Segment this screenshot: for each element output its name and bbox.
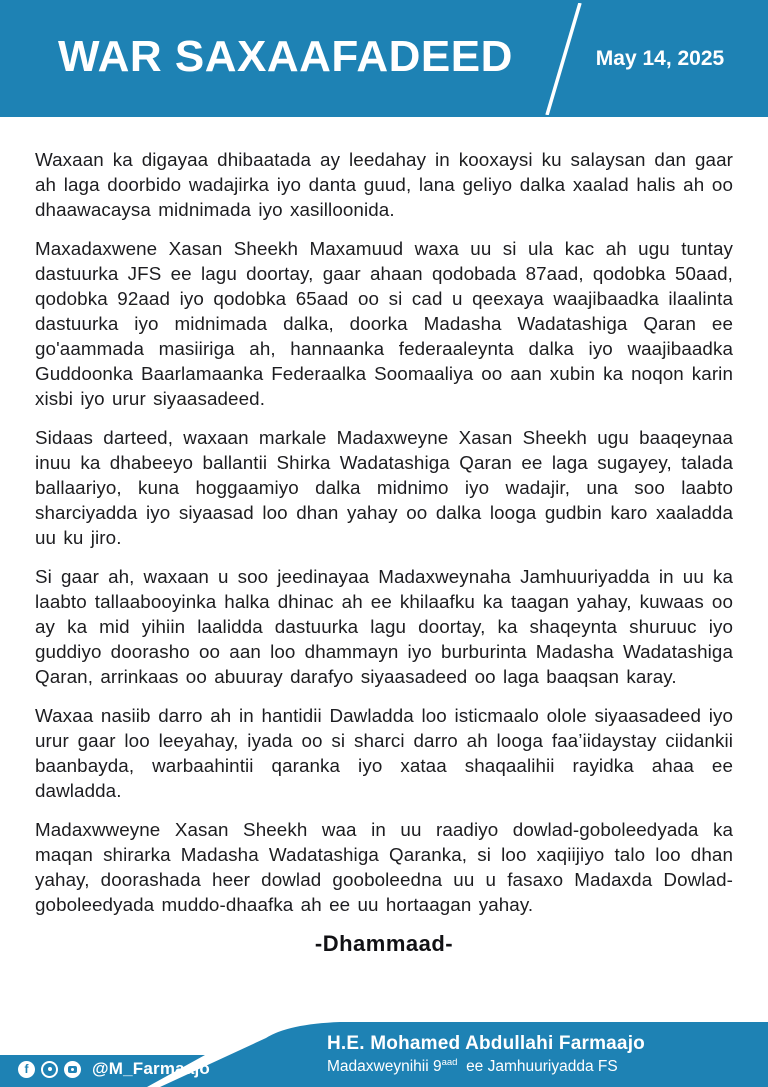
author-title [327, 1058, 645, 1076]
footer-banner [0, 1022, 768, 1087]
social-links [18, 1059, 210, 1079]
press-paragraph: Si gaar ah, waxaan u soo jeedinayaa Madaxweynaha Jamhuuriyadda in uu ka laabto tallaabooyinka halka dhinac ah ee khilaafku ka taagan yahay, kuwaas oo ay ka mid yihiin laalidda dastuurka lagu doortay, ka shaqeynta shuruuc iyo guddiyo doorasho oo aan loo dhammayn iyo burburinta Madasha Wadatashiga Qaran, arrinkaas oo abuuray darafyo siyaasadeed oo laga baaqsan karay. [35, 566, 733, 687]
facebook-icon[interactable]: f [18, 1061, 35, 1078]
author-title-ordinal: aad [441, 1056, 458, 1068]
social-handle[interactable]: @M_Farmaajo [92, 1059, 210, 1078]
press-release-body [0, 117, 768, 957]
page-title: WAR SAXAAFADEED [58, 31, 513, 81]
press-paragraph: Sidaas darteed, waxaan markale Madaxweyne Xasan Sheekh ugu baaqeynaa inuu ka dhabeeyo ballantii Shirka Wadatashiga Qaran ee laga sugayey, talada ballaariyo, kuna hoggaamiyo dalka midnimo iyo wadajir, una soo laabto sharciyadda iyo siyaasad loo dhan yahay oo dalka looga gudbin karo xaaladda uu ku jiro. [35, 427, 733, 548]
end-mark: -Dhammaad- [314, 931, 454, 956]
press-paragraph: Maxadaxwene Xasan Sheekh Maxamuud waxa uu si ula kac ah ugu tuntay dastuurka JFS ee lagu doortay, gaar ahaan qodobada 87aad, qodobka 50aad, qodobka 92aad iyo qodobka 65aad oo si cad u qeexaya waajibaadka ilaalinta dastuurka iyo midnimada dalka, doorka Madasha Wadatashiga Qaran ee go'aammada masiiriga ah, hannaanka federaaleynta dalka iyo waajibaadka Guddoonka Baarlamaanka Federaalka Soomaaliya oo aan xubin ka noqon karin xisbi iyo urur siyaasadeed. [35, 238, 733, 409]
author-title-suffix: ee Jamhuuriyadda FS [457, 1058, 618, 1075]
press-paragraph: Waxaan ka digayaa dhibaatada ay leedahay in kooxaysi ku salaysan dan gaar ah laga doorbido wadajirka iyo danta guud, lana geliyo dalka xaalad halis ah oo dhaawacaysa midnimada iyo xasilloonida. [35, 149, 733, 220]
author-title-prefix: Madaxweynihii 9 [327, 1058, 442, 1075]
press-paragraph: Madaxwweyne Xasan Sheekh waa in uu raadiyo dowlad-goboleedyada ka maqan shirarka Madasha Wadatashiga Qaranka, si loo xaqiijiyo talo loo dhan yahay, doorashada heer dowlad gooboleedna uu u fasaxo Madaxda Dowlad-goboleedyada muddo-dhaafka ah ee uu hortaagan yahay. [35, 819, 733, 915]
author-name: H.E. Mohamed Abdullahi Farmaajo [327, 1033, 645, 1054]
camera-icon[interactable] [64, 1061, 81, 1078]
instagram-icon[interactable] [41, 1061, 58, 1078]
diagonal-divider [541, 3, 585, 115]
header-banner [0, 0, 768, 117]
press-paragraph: Waxaa nasiib darro ah in hantidii Dawladda loo isticmaalo olole siyaasadeed iyo urur gaar loo leeyahay, iyada oo si sharci darro ah looga faa’iidaystay ciidankii baanbayda, warbaahintii qaranka iyo xataa shaqaalihii rayidka ahaa ee dawladda. [35, 705, 733, 801]
signature-block [327, 1033, 645, 1076]
press-release-date: May 14, 2025 [595, 46, 725, 70]
